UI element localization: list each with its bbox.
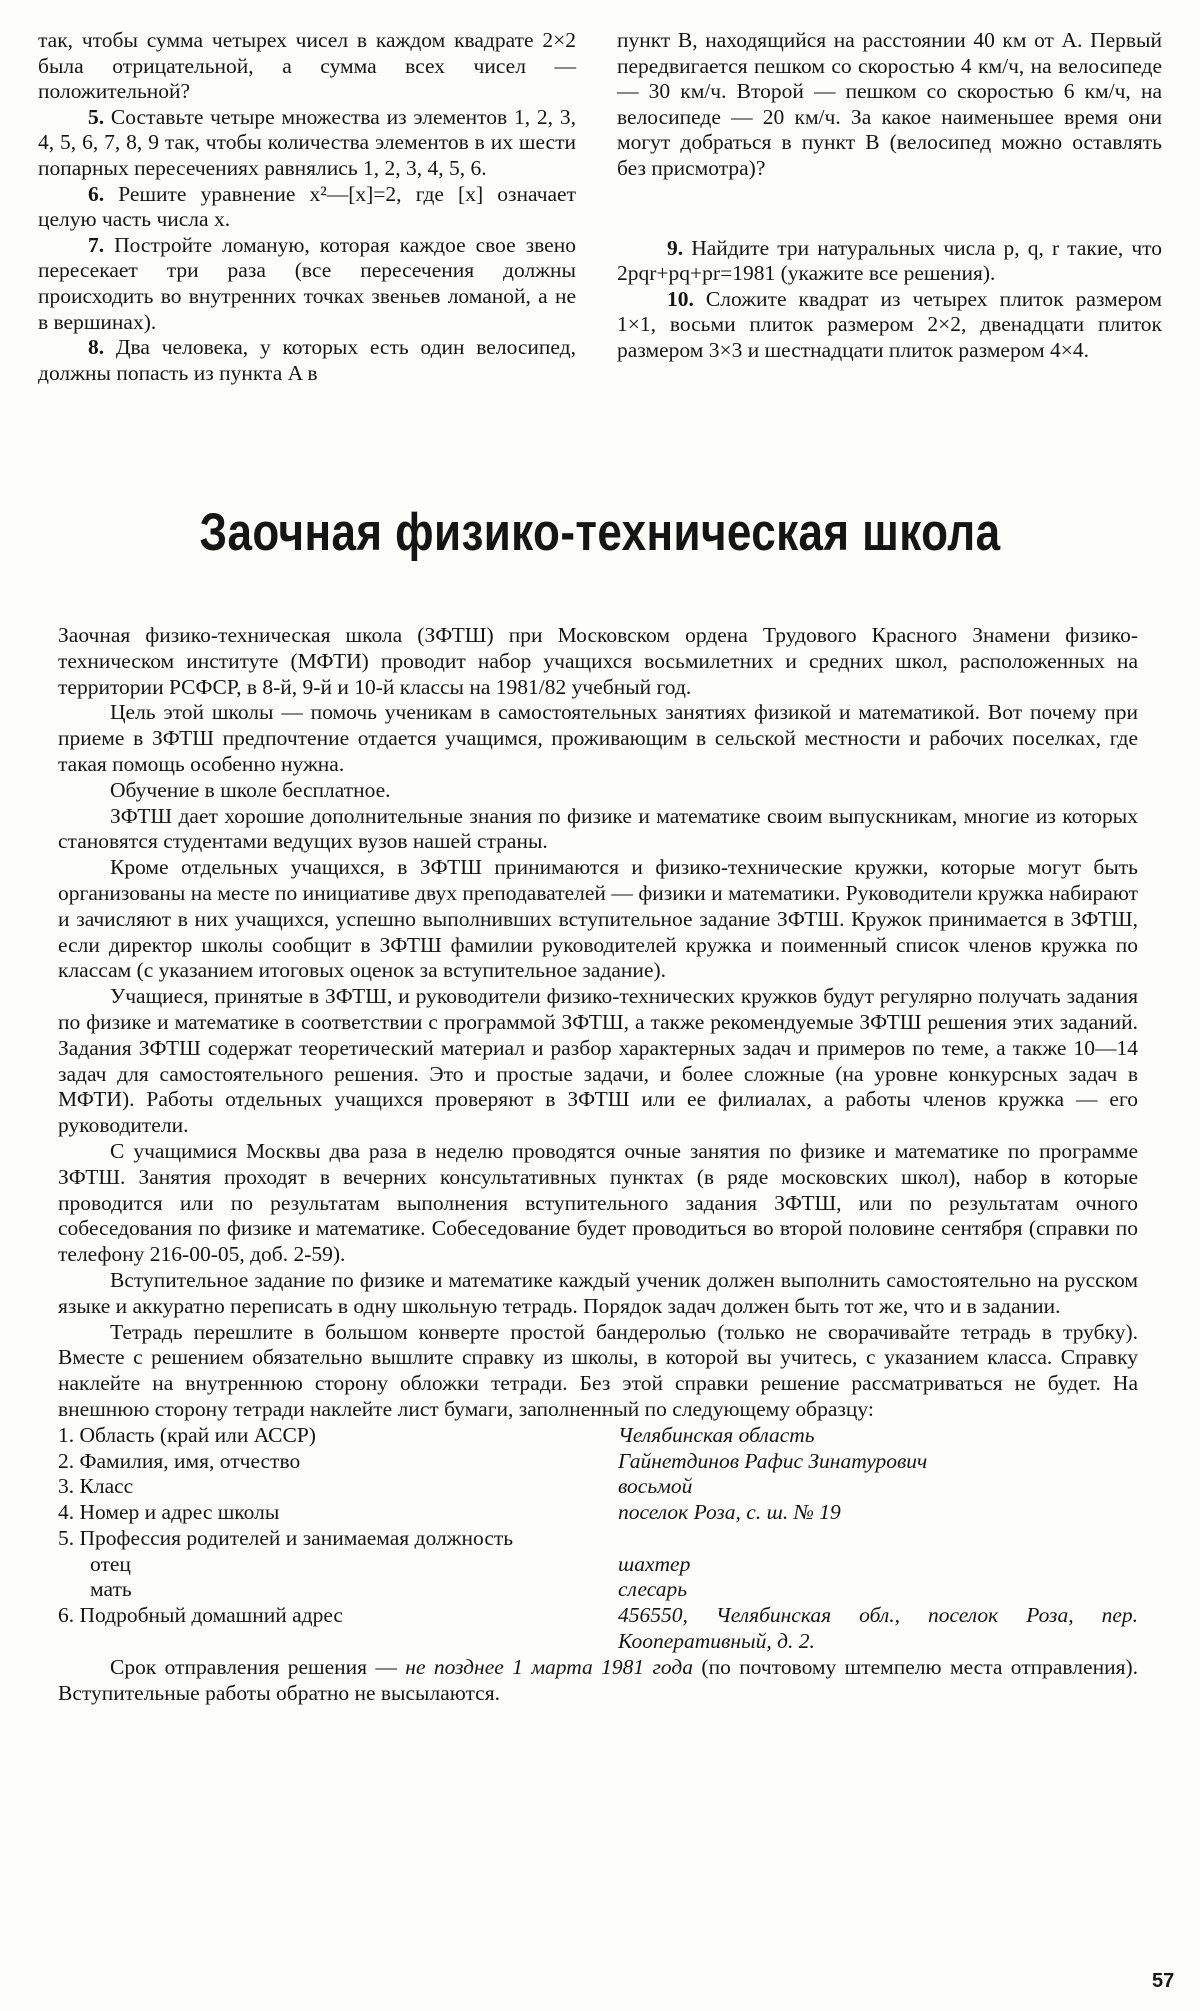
article-paragraph: Обучение в школе бесплатное. xyxy=(110,777,391,802)
problem-number: 5. xyxy=(88,104,105,129)
article-paragraph: Учащиеся, принятые в ЗФТШ, и руководители физико-технических кружков будут регулярно получать задания по физике и математике в соответствии с программой ЗФТШ, а также рекомендуемые ЗФТШ решения этих заданий. Задания ЗФТШ содержат теоретический материал и разбор характерных задач и примеров по теме, а также 10—14 задач для самостоятельного решения. Это и простые задачи, и более сложные (на уровне конкурсных задач в МФТИ). Работы отдельных учащихся проверяют в ЗФТШ или ее филиалах, а работы членов кружка — его руководители. xyxy=(58,984,1138,1138)
problem-8-continuation: пункт B, находящийся на расстоянии 40 км от A. Первый передвигается пешком со скоростью 4 км/ч, на велосипеде — 30 км/ч. Второй — пешком со скоростью 6 км/ч, на велосипеде — 20 км/ч. За какое наименьшее время они могут добраться в пункт B (велосипед можно оставлять без присмотра)? xyxy=(617,28,1162,180)
article-paragraph: Вступительное задание по физике и математике каждый ученик должен выполнить самостоятельно на русском языке и аккуратно переписать в одну школьную тетрадь. Порядок задач должен быть тот же, что и в задании. xyxy=(58,1267,1138,1318)
problem-text: Два человека, у которых есть один велосипед, должны попасть из пункта A в xyxy=(38,335,576,385)
problem-7 xyxy=(38,233,576,335)
form-label: 5. Профессия родителей и занимаемая должность xyxy=(58,1525,514,1550)
form-row-address xyxy=(58,1603,1138,1655)
deadline: не позднее 1 марта 1981 года xyxy=(405,1654,694,1679)
problem-number: 7. xyxy=(88,232,105,257)
problem-6 xyxy=(38,182,576,233)
problem-number: 6. xyxy=(88,181,105,206)
form-row-father xyxy=(58,1552,1138,1578)
form-row-region xyxy=(58,1423,1138,1449)
form-row-name xyxy=(58,1449,1138,1475)
closing-text: Срок отправления решения — xyxy=(110,1654,406,1679)
page-number: 57 xyxy=(1152,1970,1175,1992)
problem-5 xyxy=(38,105,576,182)
problem-number: 10. xyxy=(667,286,694,311)
form-value: 456550, Челябинская обл., поселок Роза, пер. Кооперативный, д. 2. xyxy=(618,1603,1138,1654)
form-label: 2. Фамилия, имя, отчество xyxy=(58,1448,301,1473)
form-label: 3. Класс xyxy=(58,1474,134,1499)
form-row-mother xyxy=(58,1577,1138,1603)
article-title: Заочная физико-техническая школа xyxy=(199,503,1001,562)
form-value: Челябинская область xyxy=(618,1422,815,1447)
problem-text: Сложите квадрат из четырех плиток размером 1×1, восьми плиток размером 2×2, двенадцати плиток размером 3×3 и шестнадцати плиток размером 4×4. xyxy=(617,286,1162,362)
article-paragraph: Кроме отдельных учащихся, в ЗФТШ принимаются и физико-технические кружки, которые могут быть организованы на месте по инициативе двух преподавателей — физики и математики. Руководители кружка набирают и зачисляют в них учащихся, успешно выполнивших вступительное задание ЗФТШ. Кружок принимается в ЗФТШ, если директор школы сообщит в ЗФТШ фамилии руководителей кружка и поименный список членов кружка по классам (с указанием итоговых оценок за вступительное задание). xyxy=(58,855,1138,983)
problem-4-continuation: так, чтобы сумма четырех чисел в каждом квадрате 2×2 была отрицательной, а сумма всех чисел — положительной? xyxy=(38,28,576,104)
problem-10 xyxy=(617,287,1162,364)
closing-paragraph xyxy=(58,1655,1138,1707)
problem-8 xyxy=(38,335,576,386)
form-row-class xyxy=(58,1474,1138,1500)
article-paragraph: Тетрадь перешлите в большом конверте простой бандеролью (только не сворачивайте тетрадь в трубку). Вместе с решением обязательно вышлите справку из школы, в которой вы учитесь, с указанием класса. Справку наклейте на внутреннюю сторону обложки тетради. Без этой справки решение рассматриваться не будет. На внешнюю сторону тетради наклейте лист бумаги, заполненный по следующему образцу: xyxy=(58,1319,1138,1421)
form-label: 6. Подробный домашний адрес xyxy=(58,1603,343,1628)
form-label: мать xyxy=(90,1577,132,1602)
form-value: слесарь xyxy=(618,1577,687,1602)
form-value xyxy=(618,1526,1138,1552)
problem-text: Решите уравнение x²—[x]=2, где [x] означает целую часть числа x. xyxy=(38,181,576,232)
problem-text: Найдите три натуральных числа p, q, r такие, что 2pqr+pq+pr=1981 (укажите все решения). xyxy=(617,235,1162,286)
form-value: поселок Роза, с. ш. № 19 xyxy=(618,1500,841,1525)
column-gap xyxy=(617,182,1162,236)
article-paragraph: С учащимися Москвы два раза в неделю проводятся очные занятия по физике и математике по программе ЗФТШ. Занятия проходят в вечерних консультативных пунктах (в ряде московских школ), набор в которые проводится или по результатам выполнения вступительного задания ЗФТШ, или по результатам очного собеседования по физике и математике. Собеседование будет проводиться во второй половине сентября (справки по телефону 216-00-05, доб. 2-59). xyxy=(58,1138,1138,1267)
form-value: Гайнетдинов Рафис Зинатурович xyxy=(618,1448,928,1473)
problems-left-column xyxy=(38,28,576,386)
form-label: отец xyxy=(90,1551,131,1576)
problem-number: 8. xyxy=(88,335,105,360)
problem-9 xyxy=(617,236,1162,287)
sample-form xyxy=(58,1423,1138,1655)
article-paragraph: Цель этой школы — помочь ученикам в самостоятельных занятиях физикой и математикой. Вот почему при приеме в ЗФТШ предпочтение отдается учащимся, проживающим в сельской местности и рабочих поселках, где такая помощь особенно нужна. xyxy=(58,700,1138,776)
form-value: восьмой xyxy=(618,1474,693,1499)
problems-right-column xyxy=(617,28,1162,364)
form-row-parents xyxy=(58,1526,1138,1552)
form-row-school xyxy=(58,1500,1138,1526)
article-paragraph: Заочная физико-техническая школа (ЗФТШ) при Московском ордена Трудового Красного Знамени физико-техническом институте (МФТИ) проводит набор учащихся восьмилетних и средних школ, расположенных на территории РСФСР, в 8-й, 9-й и 10-й классы на 1981/82 учебный год. xyxy=(58,623,1138,699)
form-label: 1. Область (край или АССР) xyxy=(58,1422,316,1447)
closing-text: (по почтовому штемпелю места отправления). Вступительные работы обратно не высылаются. xyxy=(58,1654,1138,1705)
article-body xyxy=(58,623,1138,1706)
problem-text: Составьте четыре множества из элементов 1, 2, 3, 4, 5, 6, 7, 8, 9 так, чтобы количества элементов в их шести попарных пересечениях равнялись 1, 2, 3, 4, 5, 6. xyxy=(38,104,576,180)
form-value: шахтер xyxy=(618,1551,691,1576)
form-label: 4. Номер и адрес школы xyxy=(58,1500,280,1525)
problem-number: 9. xyxy=(667,235,684,260)
problem-text: Постройте ломаную, которая каждое свое звено пересекает три раза (все пересечения должны происходить во внутренних точках звеньев ломаной, а не в вершинах). xyxy=(38,232,576,334)
article-paragraph: ЗФТШ дает хорошие дополнительные знания по физике и математике своим выпускникам, многие из которых становятся студентами ведущих вузов нашей страны. xyxy=(58,803,1138,854)
